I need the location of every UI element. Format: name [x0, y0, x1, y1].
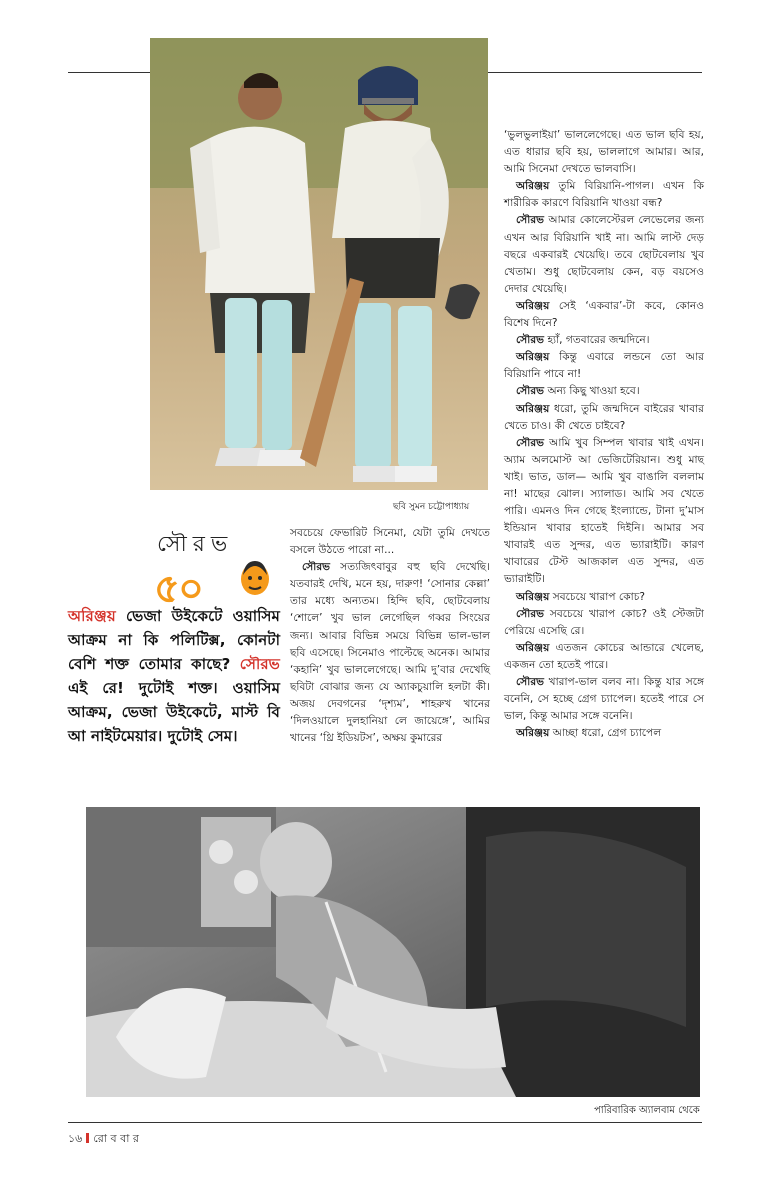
right-p4: অরিঞ্জয় সেই ‘একবার’-টা কবে, কোনও বিশেষ দিনে? [504, 299, 704, 330]
right-p6: অরিঞ্জয় কিন্তু এবারে লন্ডনে তো আর বিরিয়ানি পাবে না! [504, 351, 704, 381]
question-text: ভেজা উইকেটে ওয়াসিম আক্রম না কি পলিটিক্স, কোনটা বেশি শক্ত তোমার কাছে? [68, 607, 280, 673]
right-p2: অরিঞ্জয় তুমি বিরিয়ানি-পাগল। এখন কি শারীরিক কারণে বিরিয়ানি খাওয়া বন্ধ? [504, 180, 704, 210]
right-p14: অরিঞ্জয় আচ্ছা ধরো, গ্রেগ চ্যাপেল [516, 727, 662, 740]
top-rule-left [68, 72, 150, 73]
right-p13: সৌরভ খারাপ-ভাল বলব না। কিন্তু যার সঙ্গে বনেনি, সে হচ্ছে গ্রেগ চ্যাপেল। হতেই পারে সে ভাল, কিন্তু আমার সঙ্গে বনেনি। [504, 676, 704, 723]
question-speaker: অরিঞ্জয় [68, 607, 116, 625]
top-rule-right [488, 72, 702, 73]
answer-speaker: সৌরভ [239, 655, 280, 673]
right-p10: অরিঞ্জয় সবচেয়ে খারাপ কোচ? [516, 590, 646, 603]
box-title: সৌরভ [157, 532, 234, 557]
right-p5: সৌরভ হ্যাঁ, গতবারের জন্মদিনে। [516, 334, 650, 347]
face-illustration [237, 557, 273, 597]
right-p1: ‘ভুলভুলাইয়া’ ভাললেগেছে। এত ভাল ছবি হয়, এত ধারার ছবি হয়, ভাললাগে আমার। আর, আমি সিনেমা দেখতে ভালবাসি। [504, 129, 704, 176]
right-p12: অরিঞ্জয় এতজন কোচের আন্ডারে খেলেছ, একজন তো হতেই পারে। [504, 641, 704, 671]
family-album-photo [86, 807, 700, 1097]
right-p3: সৌরভ আমার কোলেস্টেরল লেভেলের জন্য এখন আর বিরিয়ানি খাই না। আমি লাস্ট দেড় বছরে একবারই খেয়েছি। তবে ছোটবেলায় খুব খেতাম। শুধু ছোটবেলায় কেন, বড় বয়সেও দেদার খেয়েছি। [504, 214, 704, 295]
sidebar-qa [68, 604, 280, 748]
speaker: সৌরভ [302, 561, 331, 574]
right-p7: সৌরভ অন্য কিছু খাওয়া হবে। [516, 385, 640, 398]
right-column [504, 127, 704, 742]
magazine-name: রো ব বা র [93, 1132, 139, 1145]
middle-column [290, 525, 490, 747]
credit-name: সুমন চট্টোপাধ্যায় [408, 502, 470, 512]
album-credit: পারিবারিক অ্যালবাম থেকে [594, 1105, 700, 1116]
page-number: ১৬ [68, 1132, 83, 1145]
credit-label: ছবি [393, 502, 407, 512]
bottom-rule [68, 1122, 702, 1123]
cricket-photo [150, 38, 488, 490]
right-p9: সৌরভ আমি খুব সিম্পল খাবার খাই এখন। অ্যাম অলমোস্ট আ ভেজিটেরিয়ান। শুধু মাছ খাই। ভাত, ডাল— আমি খুব বাঙালি বললাম না! মাছের ঝোল। স্যালাড। আমি সব খেতে পারি। এমনও দিন গেছে ইংল্যান্ডে, টানা দু’মাস ইন্ডিয়ান খাবার হাতেই দিইনি। আমার সব খাবারই এত সুন্দর, এত ভ্যারাইটি। কারণ খাবারের টেস্ট আজকাল এত সুন্দর, এত ভ্যারাইটি। [504, 436, 704, 586]
page-footer [68, 1130, 139, 1149]
middle-p2: সৌরভ সত্যজিৎবাবুর বহু ছবি দেখেছি। যতবারই দেখি, মনে হয়, দারুণ! ‘সোনার কেল্লা’ তার মধ্যে অন্যতম। হিন্দি ছবি, ছোটবেলায় ‘শোলে’ খুব ভাল লেগেছিল গব্বর সিংয়ের জন্য। আবার বিভিন্ন সময়ে বিভিন্ন ভাল-ভাল ছবি এসেছে। সিনেমাও পাল্টেছে অনেক। আমার ‘কহানি’ খুব ভাললেগেছে। আমি দু’বার দেখেছি ছবিটা বোঝার জন্য যে অ্যাকচুয়ালি হলটা কী। অজয় দেবগনের ‘দৃশ্যম’, শাহরুখ খানের ‘দিলওয়ালে দুলহানিয়া লে জায়েঙ্গে’, আমির খানের ‘থ্রি ইডিয়টস’, অক্ষয় কুমারের [290, 561, 490, 745]
middle-p1: সবচেয়ে ফেভারিট সিনেমা, যেটা তুমি দেখতে বসলে উঠতে পারো না... [290, 527, 490, 557]
footer-separator [86, 1133, 89, 1143]
right-p11: সৌরভ সবচেয়ে খারাপ কোচ? ওই স্টেজটা পেরিয়ে এসেছি রে। [504, 607, 704, 637]
fifty-logo: ৫০ [154, 565, 202, 612]
answer-text: এই রে! দুটোই শক্ত। ওয়াসিম আক্রম, ভেজা উইকেটে, মাস্ট বি আ নাইটমেয়ার। দুটোই সেম। [68, 679, 280, 745]
right-p8: অরিঞ্জয় ধরো, তুমি জন্মদিনে বাইরের খাবার খেতে চাও। কী খেতে চাইবে? [504, 402, 704, 432]
photo-credit [393, 499, 469, 514]
